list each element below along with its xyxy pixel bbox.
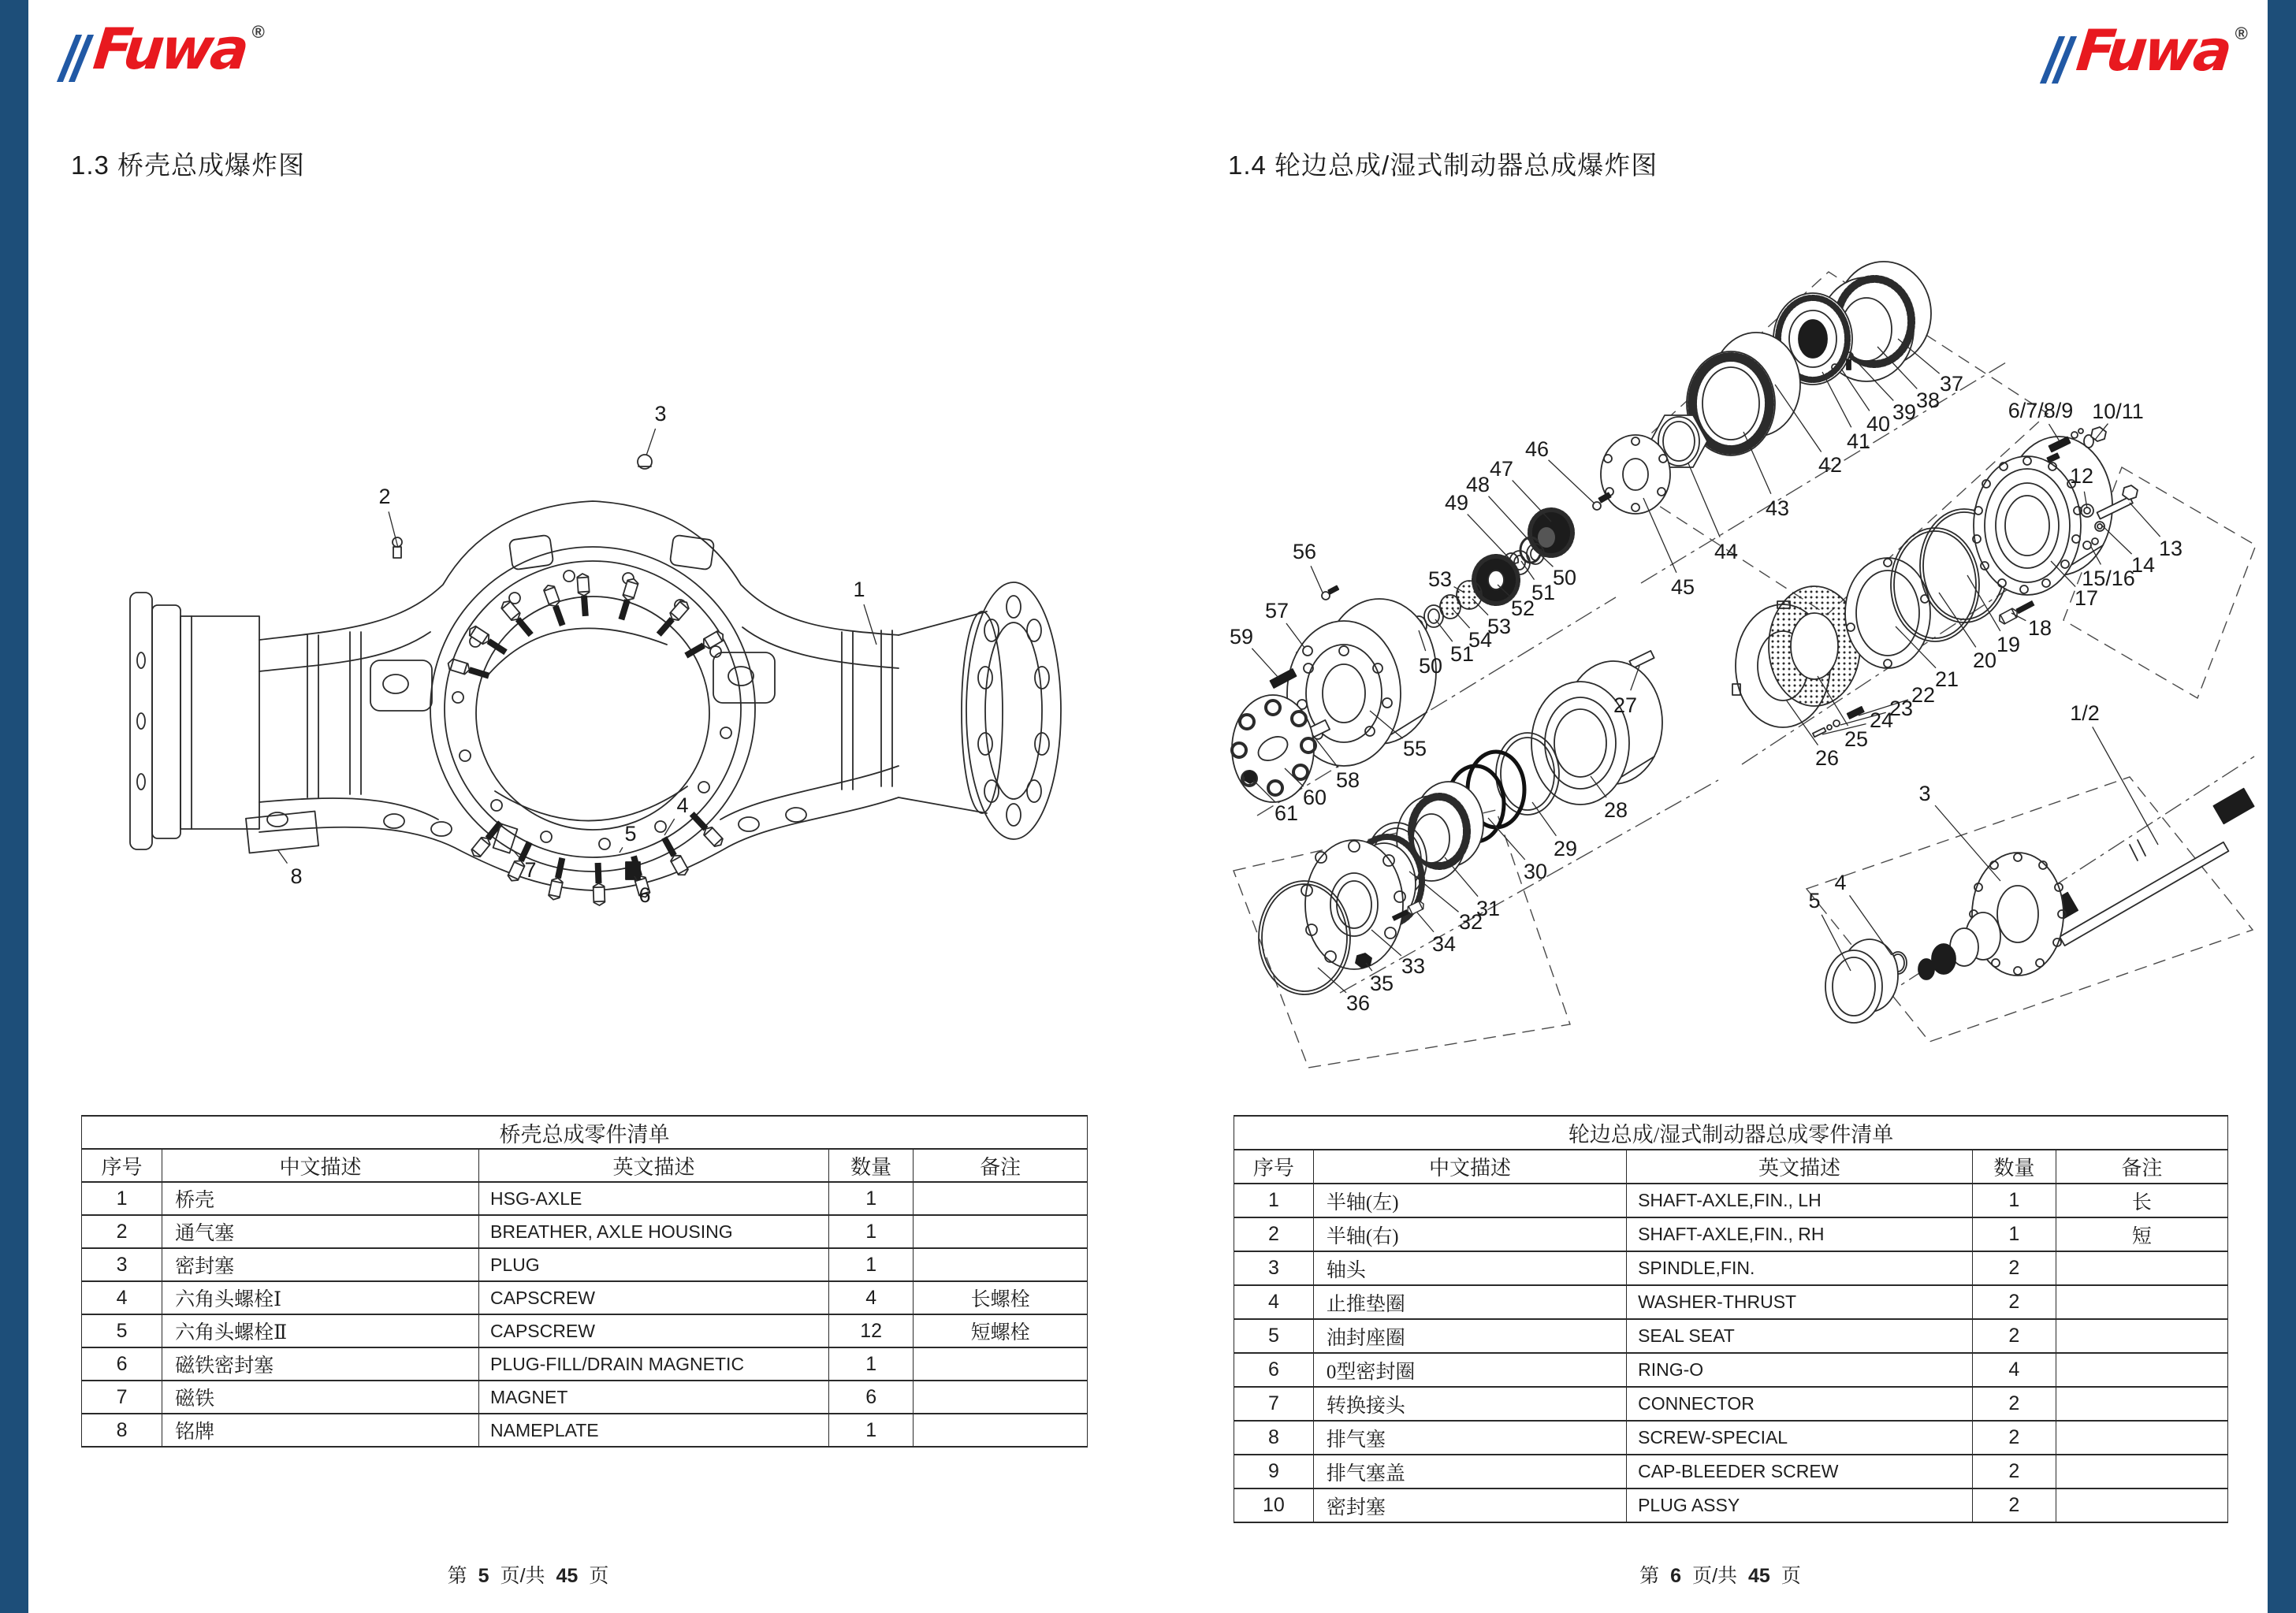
callout-51: 51 xyxy=(1531,581,1556,604)
wheel-end-parts xyxy=(1229,262,2254,1023)
table-cell: 1 xyxy=(829,1215,914,1248)
table-cell: 12 xyxy=(829,1314,914,1347)
table-cell: 短螺栓 xyxy=(914,1314,1088,1347)
table-cell xyxy=(2056,1387,2227,1421)
left-edge-bar xyxy=(0,0,28,1613)
callout-58: 58 xyxy=(1335,768,1360,792)
callout-14: 14 xyxy=(2130,553,2156,577)
table-cell: SPINDLE,FIN. xyxy=(1627,1251,1973,1285)
table-cell xyxy=(2056,1488,2227,1522)
column-header: 数量 xyxy=(1972,1150,2056,1184)
table-cell: 8 xyxy=(82,1414,162,1447)
column-header: 英文描述 xyxy=(479,1149,829,1182)
table-title: 轮边总成/湿式制动器总成零件清单 xyxy=(1234,1116,2228,1150)
table-cell: 0型密封圈 xyxy=(1313,1353,1626,1387)
column-header: 数量 xyxy=(829,1149,914,1182)
callout-8: 8 xyxy=(290,864,303,888)
table-row xyxy=(1234,1251,2228,1285)
table-cell xyxy=(914,1381,1088,1414)
logo-stripes-icon xyxy=(57,35,94,82)
total-pages: 45 xyxy=(556,1565,579,1587)
table-row xyxy=(1234,1387,2228,1421)
parts-table-wheel-end xyxy=(1234,1115,2228,1523)
table-cell: HSG-AXLE xyxy=(479,1182,829,1215)
table-cell xyxy=(2056,1455,2227,1488)
total-pages: 45 xyxy=(1748,1565,1770,1587)
table-cell: 2 xyxy=(1972,1421,2056,1455)
table-cell: CAPSCREW xyxy=(479,1281,829,1314)
table-cell: 5 xyxy=(1234,1319,1314,1353)
table-row xyxy=(1234,1353,2228,1387)
table-cell: 密封塞 xyxy=(162,1248,479,1281)
callout-6: 6 xyxy=(638,883,651,907)
table-row xyxy=(82,1347,1088,1381)
footer-text: 第 xyxy=(1639,1565,1660,1587)
table-row xyxy=(1234,1421,2228,1455)
callout-60: 60 xyxy=(1302,786,1327,809)
callout-48: 48 xyxy=(1465,473,1490,496)
callout-59: 59 xyxy=(1229,625,1254,649)
table-cell: SHAFT-AXLE,FIN., LH xyxy=(1627,1184,1973,1217)
table-cell: 1 xyxy=(829,1414,914,1447)
table-cell: 3 xyxy=(82,1248,162,1281)
table-cell: 密封塞 xyxy=(1313,1488,1626,1522)
table-cell: 短 xyxy=(2056,1217,2227,1251)
table-cell xyxy=(2056,1319,2227,1353)
table-cell: 2 xyxy=(1972,1387,2056,1421)
page-footer-right xyxy=(1226,1560,2215,1589)
callout-24: 24 xyxy=(1869,708,1894,732)
table-cell xyxy=(2056,1421,2227,1455)
callout-53: 53 xyxy=(1487,615,1512,638)
table-cell: PLUG ASSY xyxy=(1627,1488,1973,1522)
table-row xyxy=(1234,1184,2228,1217)
table-cell: 6 xyxy=(829,1381,914,1414)
table-cell: 4 xyxy=(1972,1353,2056,1387)
callout-61: 61 xyxy=(1274,801,1299,825)
callout-56: 56 xyxy=(1292,540,1317,563)
page-number: 5 xyxy=(478,1565,489,1587)
callout-2: 2 xyxy=(378,485,391,508)
table-cell: 排气塞盖 xyxy=(1313,1455,1626,1488)
column-header: 备注 xyxy=(914,1149,1088,1182)
exploded-view-wheel-end xyxy=(1226,260,2274,1072)
table-row xyxy=(82,1281,1088,1314)
table-cell: 通气塞 xyxy=(162,1215,479,1248)
callouts-left xyxy=(277,402,876,907)
exploded-view-axle-housing xyxy=(110,370,1111,1032)
callout-39: 39 xyxy=(1892,400,1917,424)
callout-35: 35 xyxy=(1369,972,1394,995)
footer-text: 第 xyxy=(447,1565,467,1587)
brand-wordmark: Fuwa xyxy=(2073,17,2233,84)
table-cell: 7 xyxy=(82,1381,162,1414)
table-cell: SCREW-SPECIAL xyxy=(1627,1421,1973,1455)
table-cell: MAGNET xyxy=(479,1381,829,1414)
table-cell: CAPSCREW xyxy=(479,1314,829,1347)
callout-31: 31 xyxy=(1475,897,1501,920)
table-cell: 2 xyxy=(1972,1455,2056,1488)
table-cell: 磁铁 xyxy=(162,1381,479,1414)
table-cell: 六角头螺栓Ⅰ xyxy=(162,1281,479,1314)
callout-36: 36 xyxy=(1345,991,1371,1015)
registered-trademark-icon: ® xyxy=(2235,24,2248,43)
callout-53: 53 xyxy=(1427,567,1453,591)
table-cell: 4 xyxy=(829,1281,914,1314)
table-cell: 1 xyxy=(1972,1184,2056,1217)
page-number: 6 xyxy=(1670,1565,1682,1587)
table-row xyxy=(82,1414,1088,1447)
table-cell: 排气塞 xyxy=(1313,1421,1626,1455)
table-cell: 1 xyxy=(1972,1217,2056,1251)
callout-23: 23 xyxy=(1889,697,1914,720)
callout-5: 5 xyxy=(624,822,637,846)
callout-52: 52 xyxy=(1510,597,1535,620)
callout-46: 46 xyxy=(1524,437,1550,461)
table-cell: 5 xyxy=(82,1314,162,1347)
table-cell: 长 xyxy=(2056,1184,2227,1217)
column-header: 英文描述 xyxy=(1627,1150,1973,1184)
callout-1: 1 xyxy=(853,578,865,601)
table-row xyxy=(82,1248,1088,1281)
table-cell: WASHER-THRUST xyxy=(1627,1285,1973,1319)
callout-54: 54 xyxy=(1468,628,1493,652)
callout-3: 3 xyxy=(1918,782,1931,805)
table-cell: 4 xyxy=(82,1281,162,1314)
table-cell: 转换接头 xyxy=(1313,1387,1626,1421)
table-cell: BREATHER, AXLE HOUSING xyxy=(479,1215,829,1248)
table-row xyxy=(82,1381,1088,1414)
footer-text: 页 xyxy=(1781,1565,1801,1587)
table-cell xyxy=(914,1215,1088,1248)
table-cell: 7 xyxy=(1234,1387,1314,1421)
table-row xyxy=(82,1182,1088,1215)
table-cell: 1 xyxy=(829,1347,914,1381)
table-cell xyxy=(2056,1251,2227,1285)
table-cell: SHAFT-AXLE,FIN., RH xyxy=(1627,1217,1973,1251)
column-header: 中文描述 xyxy=(1313,1150,1626,1184)
table-row xyxy=(1234,1488,2228,1522)
column-header: 备注 xyxy=(2056,1150,2227,1184)
callout-22: 22 xyxy=(1911,683,1936,707)
callout-28: 28 xyxy=(1603,798,1628,822)
callout-7: 7 xyxy=(524,858,537,882)
table-cell: PLUG xyxy=(479,1248,829,1281)
table-cell: 2 xyxy=(1234,1217,1314,1251)
table-cell: CAP-BLEEDER SCREW xyxy=(1627,1455,1973,1488)
callout-38: 38 xyxy=(1915,388,1941,412)
table-cell: 半轴(左) xyxy=(1313,1184,1626,1217)
column-header: 中文描述 xyxy=(162,1149,479,1182)
table-cell: 轴头 xyxy=(1313,1251,1626,1285)
table-cell: 半轴(右) xyxy=(1313,1217,1626,1251)
table-cell: 油封座圈 xyxy=(1313,1319,1626,1353)
column-header: 序号 xyxy=(1234,1150,1314,1184)
table-cell: 2 xyxy=(1972,1285,2056,1319)
callout-1/2: 1/2 xyxy=(2070,701,2100,725)
table-cell: 1 xyxy=(829,1182,914,1215)
table-cell: 6 xyxy=(82,1347,162,1381)
table-cell xyxy=(914,1248,1088,1281)
callout-15/16: 15/16 xyxy=(2082,567,2135,590)
table-cell: 10 xyxy=(1234,1488,1314,1522)
callout-41: 41 xyxy=(1846,429,1871,453)
callout-47: 47 xyxy=(1489,457,1514,481)
table-cell: SEAL SEAT xyxy=(1627,1319,1973,1353)
table-row xyxy=(82,1314,1088,1347)
table-cell: 长螺栓 xyxy=(914,1281,1088,1314)
table-cell: 2 xyxy=(1972,1251,2056,1285)
table-cell: NAMEPLATE xyxy=(479,1414,829,1447)
page-footer-left xyxy=(47,1560,1009,1589)
axle-shaft xyxy=(2043,789,2254,946)
callout-12: 12 xyxy=(2069,464,2094,488)
table-row xyxy=(1234,1217,2228,1251)
table-cell: 6 xyxy=(1234,1353,1314,1387)
brand-logo-right xyxy=(2049,17,2248,84)
table-row xyxy=(82,1215,1088,1248)
callout-57: 57 xyxy=(1264,599,1289,623)
logo-stripes-icon xyxy=(2040,36,2077,84)
table-row xyxy=(1234,1455,2228,1488)
table-cell xyxy=(2056,1285,2227,1319)
table-cell: 1 xyxy=(82,1182,162,1215)
housing-capscrews xyxy=(447,574,726,906)
callout-17: 17 xyxy=(2074,586,2099,610)
table-cell xyxy=(2056,1353,2227,1387)
table-cell xyxy=(914,1414,1088,1447)
callout-43: 43 xyxy=(1765,496,1790,520)
section-title-axle-housing: 1.3 桥壳总成爆炸图 xyxy=(71,151,306,180)
parts-table-axle-housing xyxy=(81,1115,1088,1448)
callout-40: 40 xyxy=(1866,412,1891,436)
column-header: 序号 xyxy=(82,1149,162,1182)
axle-housing-drawing xyxy=(130,501,1061,890)
table-cell: 4 xyxy=(1234,1285,1314,1319)
callout-32: 32 xyxy=(1458,910,1483,934)
callout-27: 27 xyxy=(1613,693,1638,717)
table-cell: 3 xyxy=(1234,1251,1314,1285)
callout-37: 37 xyxy=(1939,372,1964,396)
callout-50: 50 xyxy=(1418,654,1443,678)
callout-20: 20 xyxy=(1972,649,1997,672)
callout-33: 33 xyxy=(1401,954,1426,978)
table-cell: 桥壳 xyxy=(162,1182,479,1215)
callout-29: 29 xyxy=(1553,837,1578,860)
callout-51: 51 xyxy=(1449,642,1475,666)
callout-10/11: 10/11 xyxy=(2092,400,2144,423)
callout-5: 5 xyxy=(1808,889,1821,912)
brand-logo-left xyxy=(66,16,265,82)
table-cell: 磁铁密封塞 xyxy=(162,1347,479,1381)
callout-21: 21 xyxy=(1934,667,1959,691)
table-cell: 9 xyxy=(1234,1455,1314,1488)
callout-4: 4 xyxy=(676,793,689,817)
table-cell: 2 xyxy=(1972,1319,2056,1353)
table-title: 桥壳总成零件清单 xyxy=(82,1116,1088,1149)
callout-4: 4 xyxy=(1834,871,1847,894)
table-row xyxy=(1234,1285,2228,1319)
brand-wordmark: Fuwa xyxy=(90,16,250,82)
callout-19: 19 xyxy=(1996,633,2021,656)
callout-25: 25 xyxy=(1844,727,1869,751)
table-cell: 2 xyxy=(82,1215,162,1248)
callout-50: 50 xyxy=(1552,566,1577,589)
callout-18: 18 xyxy=(2027,616,2052,640)
callout-49: 49 xyxy=(1444,491,1469,515)
table-row xyxy=(1234,1319,2228,1353)
callout-26: 26 xyxy=(1814,746,1840,770)
callout-13: 13 xyxy=(2158,537,2183,560)
table-cell: 1 xyxy=(829,1248,914,1281)
footer-text: 页/共 xyxy=(1692,1565,1738,1587)
callout-34: 34 xyxy=(1431,932,1457,956)
callout-44: 44 xyxy=(1714,540,1739,563)
callout-55: 55 xyxy=(1402,737,1427,760)
table-cell xyxy=(914,1347,1088,1381)
table-cell: 止推垫圈 xyxy=(1313,1285,1626,1319)
footer-text: 页/共 xyxy=(500,1565,545,1587)
table-cell: CONNECTOR xyxy=(1627,1387,1973,1421)
callout-6/7/8/9: 6/7/8/9 xyxy=(2008,399,2074,422)
table-cell xyxy=(914,1182,1088,1215)
callout-3: 3 xyxy=(654,402,667,426)
callout-45: 45 xyxy=(1670,575,1695,599)
table-cell: RING-O xyxy=(1627,1353,1973,1387)
table-cell: PLUG-FILL/DRAIN MAGNETIC xyxy=(479,1347,829,1381)
table-cell: 8 xyxy=(1234,1421,1314,1455)
table-cell: 铭牌 xyxy=(162,1414,479,1447)
table-cell: 1 xyxy=(1234,1184,1314,1217)
footer-text: 页 xyxy=(589,1565,609,1587)
section-title-wheel-end: 1.4 轮边总成/湿式制动器总成爆炸图 xyxy=(1228,151,1658,180)
registered-trademark-icon: ® xyxy=(251,22,265,42)
table-cell: 2 xyxy=(1972,1488,2056,1522)
callout-42: 42 xyxy=(1818,453,1843,477)
callout-30: 30 xyxy=(1523,860,1548,883)
table-cell: 六角头螺栓Ⅱ xyxy=(162,1314,479,1347)
